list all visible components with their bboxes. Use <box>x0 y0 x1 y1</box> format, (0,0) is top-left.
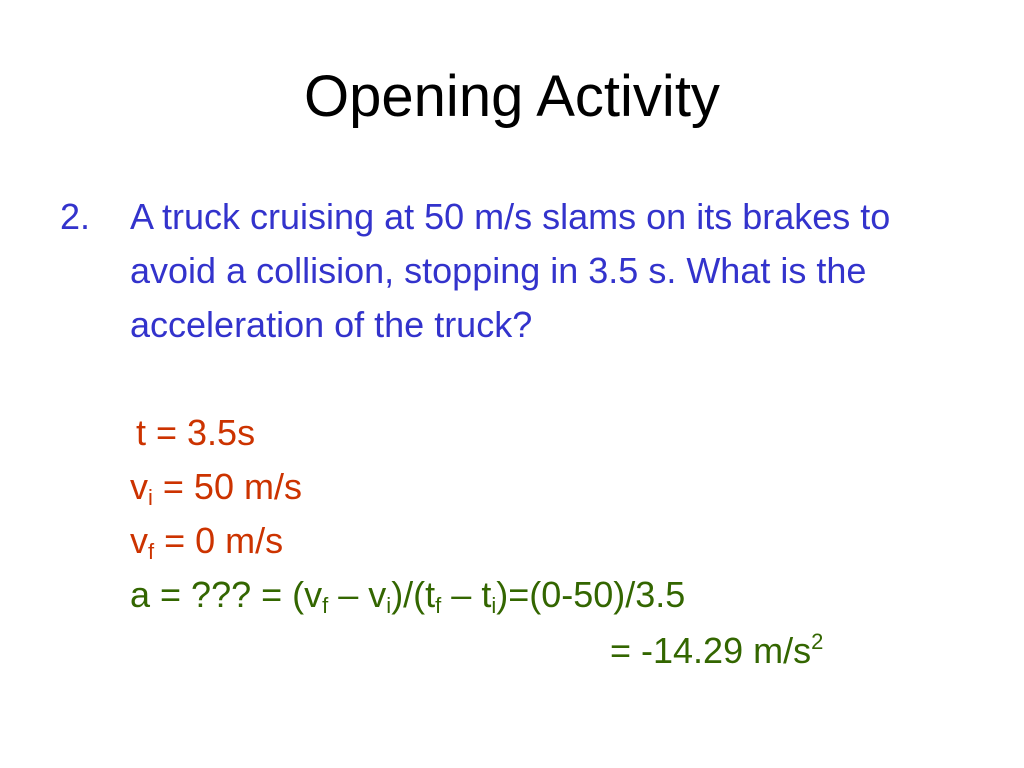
slide-title: Opening Activity <box>304 64 720 129</box>
given-initial-velocity <box>130 460 302 514</box>
question-text: A truck cruising at 50 m/s slams on its brakes to avoid a collision, stopping in 3.5 s. What is the acceleration of the truck? <box>130 196 891 345</box>
item-number: 2. <box>60 196 91 237</box>
formula-sub-2: i <box>386 593 392 618</box>
acceleration-result <box>610 624 823 678</box>
formula-sub-3: f <box>435 593 442 618</box>
vi-subscript: i <box>148 485 153 510</box>
result-value: = -14.29 m/s <box>610 630 812 671</box>
result-exponent: 2 <box>811 629 824 654</box>
vf-subscript: f <box>148 539 155 564</box>
formula-part-3: )/(t <box>391 574 436 615</box>
formula-part-1: a = ??? = (v <box>130 574 323 615</box>
vi-variable: v <box>130 466 148 507</box>
formula-part-2: – v <box>328 574 387 615</box>
vf-variable: v <box>130 520 148 561</box>
formula-sub-1: f <box>322 593 329 618</box>
vf-value: = 0 m/s <box>154 520 284 561</box>
given-final-velocity <box>130 514 283 568</box>
formula-sub-4: i <box>491 593 497 618</box>
vi-value: = 50 m/s <box>152 466 302 507</box>
formula-part-5: )=(0-50)/3.5 <box>496 574 686 615</box>
formula-part-4: – t <box>441 574 492 615</box>
acceleration-formula <box>130 568 685 622</box>
given-time: t = 3.5s <box>136 412 256 453</box>
